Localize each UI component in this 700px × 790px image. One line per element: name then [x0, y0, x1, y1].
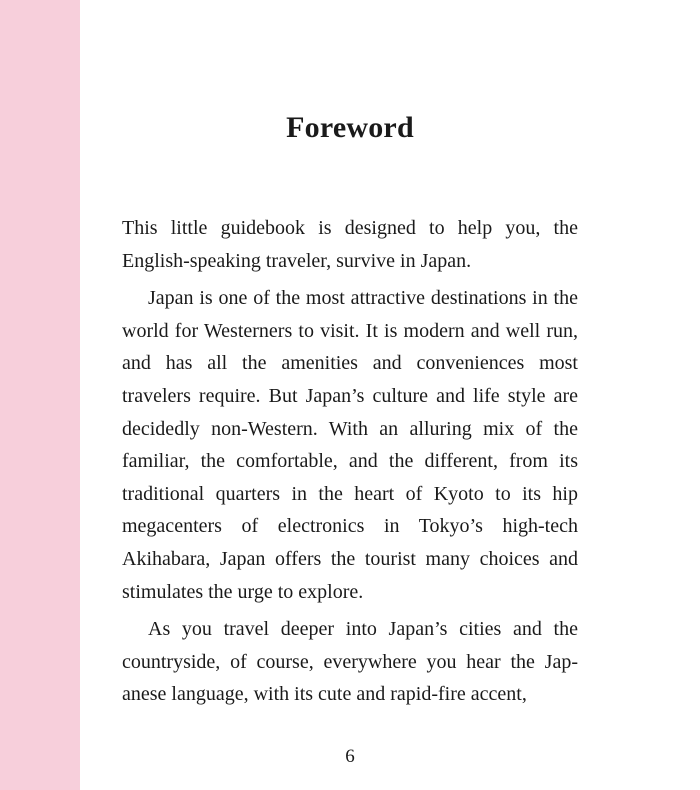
page-number: 6 — [345, 746, 355, 767]
paragraph-1: This little guidebook is designed to help you, the English-speaking traveler, survive in Japan. — [122, 217, 578, 272]
paragraph-3: As you travel deeper into Japan’s cities and the countryside, of course, everywhere you hear the Japanese language, with its cute and rapid-fire accent, — [122, 618, 578, 706]
book-page — [122, 0, 578, 790]
page-edge-accent-strip — [0, 0, 80, 790]
page-title: Foreword — [286, 111, 414, 144]
foreword-body — [122, 212, 578, 711]
paragraph-2: Japan is one of the most attractive destinations in the world for Westerners to visit. It is modern and well run, and has all the amenities and conveniences most travelers require. But Japan’s culture and life style are decidedly non-Western. With an alluring mix of the familiar, the comfortable, and the different, from its traditional quarters in the heart of Kyoto to its hip megacenters of electronics in Tokyo’s high-tech Akihabara, Japan offers the tourist many choices and stimulates the urge to explore. — [122, 287, 578, 603]
